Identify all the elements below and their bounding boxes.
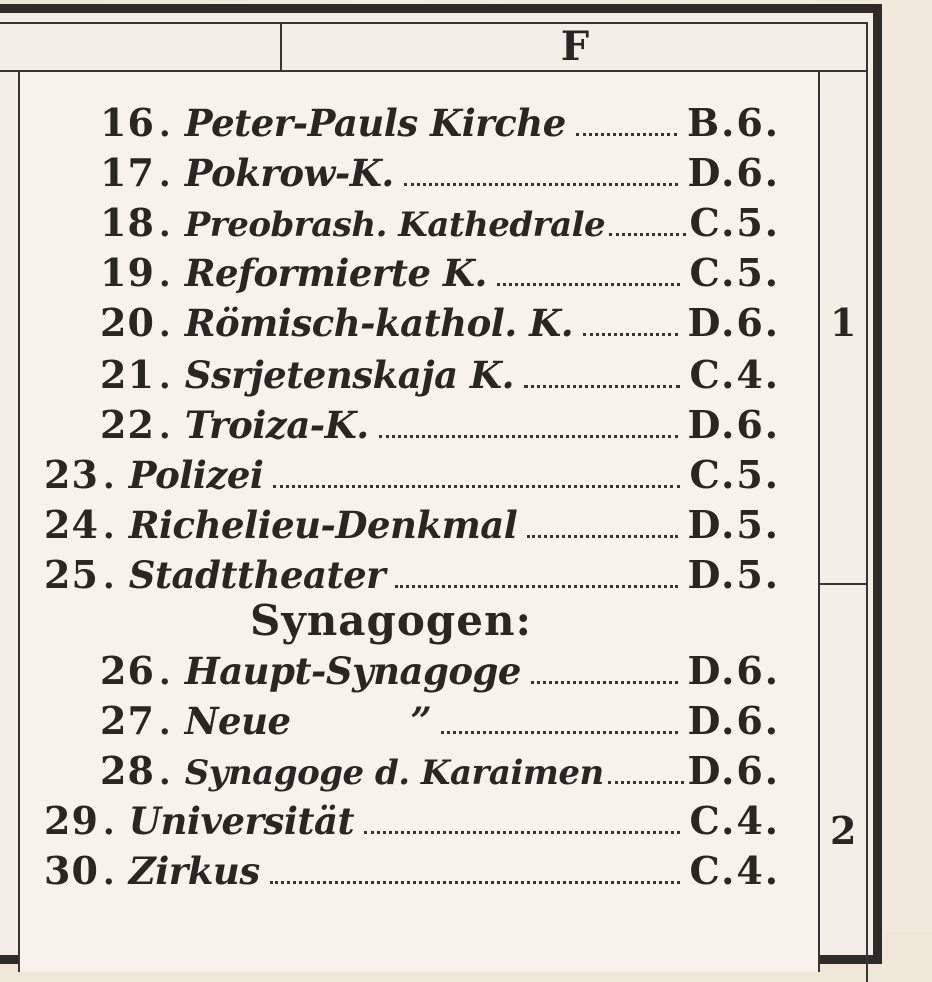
entry-name: Ssrjetenskaja K.: [184, 353, 514, 397]
entry-number: 28: [100, 748, 155, 793]
dot-leader: [379, 434, 678, 438]
entry-grid-ref: C.5.: [689, 452, 780, 497]
entry-grid-ref: C.5.: [689, 200, 780, 245]
entry-name: Reformierte K.: [184, 251, 487, 295]
entry-number: 23: [44, 452, 99, 497]
dot-leader: [270, 880, 680, 884]
entry-number: 22: [100, 402, 155, 447]
entry-name: Polizei: [128, 453, 264, 497]
entry-name: Haupt-Synagoge: [184, 649, 521, 693]
legend-entry-20: 20 . Römisch-kathol. K. D.6.: [100, 300, 780, 345]
row-marker-1: 1: [830, 300, 857, 345]
entry-number: 16: [100, 100, 155, 145]
entry-grid-ref: C.4.: [689, 352, 780, 397]
legend-entry-17: 17 . Pokrow-K. D.6.: [100, 150, 780, 195]
entry-name: Troiza-K.: [184, 403, 369, 447]
column-label-f: F: [560, 22, 590, 70]
entry-number: 21: [100, 352, 155, 397]
entry-number: 27: [100, 698, 155, 743]
entry-grid-ref: B.6.: [686, 100, 780, 145]
entry-grid-ref: C.5.: [689, 250, 780, 295]
legend-entry-25: 25 . Stadttheater D.5.: [44, 552, 780, 597]
entry-number: 24: [44, 502, 99, 547]
entry-grid-ref: C.4.: [689, 798, 780, 843]
section-heading-synagogen: Synagogen:: [250, 596, 532, 645]
row-marker-2: 2: [830, 808, 857, 853]
dot-leader: [583, 332, 677, 336]
entry-name: Zirkus: [128, 849, 260, 893]
dot-leader: [527, 534, 677, 538]
entry-grid-ref: D.6.: [687, 698, 780, 743]
entry-name: Richelieu-Denkmal: [128, 503, 518, 547]
entry-grid-ref: D.5.: [687, 552, 780, 597]
legend-entry-27: 27 . Neue ” D.6.: [100, 698, 780, 743]
dot-leader: [524, 384, 680, 388]
entry-name: Peter-Pauls Kirche: [184, 101, 566, 145]
entry-name: Pokrow-K.: [184, 151, 394, 195]
column-header-e: [0, 22, 280, 72]
dot-leader: [576, 132, 677, 136]
legend-entry-22: 22 . Troiza-K. D.6.: [100, 402, 780, 447]
entry-grid-ref: D.6.: [687, 648, 780, 693]
ditto-mark: ”: [410, 699, 432, 743]
entry-name: Synagoge d. Karaimen: [184, 753, 604, 793]
legend-entry-28: 28 . Synagoge d. Karaimen D.6.: [100, 748, 780, 793]
entry-name: Stadttheater: [128, 553, 386, 597]
dot-leader: [404, 182, 678, 186]
entry-grid-ref: D.6.: [687, 300, 780, 345]
dot-leader: [609, 232, 685, 236]
dot-leader: [273, 484, 679, 488]
entry-number: 18: [100, 200, 155, 245]
entry-number: 26: [100, 648, 155, 693]
entry-number: 20: [100, 300, 155, 345]
entry-number: 17: [100, 150, 155, 195]
entry-grid-ref: D.6.: [687, 150, 780, 195]
entry-name: Neue: [184, 699, 291, 743]
entry-grid-ref: D.5.: [687, 502, 780, 547]
entry-grid-ref: D.6.: [687, 748, 780, 793]
entry-number: 29: [44, 798, 99, 843]
column-header-f: [280, 22, 868, 72]
legend-entry-29: 29 . Universität C.4.: [44, 798, 780, 843]
entry-number: 25: [44, 552, 99, 597]
legend-entry-24: 24 . Richelieu-Denkmal D.5.: [44, 502, 780, 547]
entry-grid-ref: C.4.: [689, 848, 780, 893]
row-divider: [820, 583, 868, 585]
entry-name: Universität: [128, 799, 355, 843]
legend-entry-23: 23 . Polizei C.5.: [44, 452, 780, 497]
legend-entry-30: 30 . Zirkus C.4.: [44, 848, 780, 893]
dot-leader: [608, 780, 684, 784]
legend-entry-21: 21 . Ssrjetenskaja K. C.4.: [100, 352, 780, 397]
legend-entry-26: 26 . Haupt-Synagoge D.6.: [100, 648, 780, 693]
entry-grid-ref: D.6.: [687, 402, 780, 447]
dot-leader: [441, 730, 677, 734]
entry-name: Römisch-kathol. K.: [184, 301, 574, 345]
dot-leader: [531, 680, 678, 684]
dot-leader: [395, 584, 677, 588]
legend-entry-19: 19 . Reformierte K. C.5.: [100, 250, 780, 295]
entry-number: 30: [44, 848, 99, 893]
legend-entry-16: 16 . Peter-Pauls Kirche B.6.: [100, 100, 780, 145]
dot-leader: [497, 282, 680, 286]
entry-number: 19: [100, 250, 155, 295]
dot-leader: [364, 830, 679, 834]
legend-entry-18: 18 . Preobrash. Kathedrale C.5.: [100, 200, 780, 245]
entry-name: Preobrash. Kathedrale: [184, 205, 606, 245]
